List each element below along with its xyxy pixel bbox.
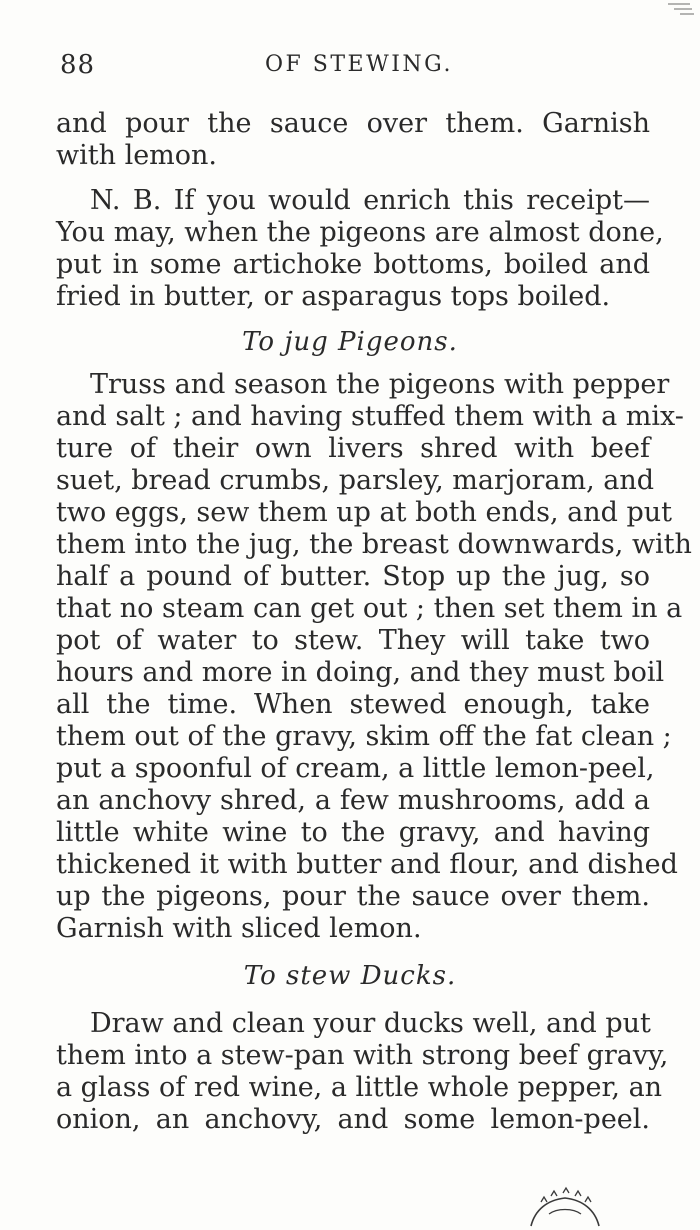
text-line: onion, an anchovy, and some lemon-peel. (56, 1104, 650, 1135)
text-line: two eggs, sew them up at both ends, and put (56, 497, 672, 528)
text-line: fried in butter, or asparagus tops boiled. (56, 281, 611, 312)
header-title: OF STEWING. (265, 52, 453, 77)
text-line: put in some artichoke bottoms, boiled and (56, 249, 650, 280)
paragraph-note (56, 185, 664, 313)
text-line: put a spoonful of cream, a little lemon-peel, (56, 753, 655, 784)
text-line: N. B. If you would enrich this receipt— (90, 185, 650, 216)
text-line: and salt ; and having stuffed them with a mix- (56, 401, 684, 432)
text-line: suet, bread crumbs, parsley, marjoram, and (56, 465, 655, 496)
paragraph-intro (56, 108, 650, 172)
text-line: an anchovy shred, a few mushrooms, add a (56, 785, 650, 816)
section-title-stew-ducks: To stew Ducks. (243, 961, 457, 991)
section-title-jug-pigeons: To jug Pigeons. (242, 327, 458, 357)
text-line: little white wine to the gravy, and having (56, 817, 650, 848)
text-line: a glass of red wine, a little whole pepper, an (56, 1072, 663, 1103)
text-line: hours and more in doing, and they must boil (56, 657, 665, 688)
text-line: You may, when the pigeons are almost done, (56, 217, 664, 248)
text-line: with lemon. (56, 140, 218, 171)
text-line: that no steam can get out ; then set them in a (56, 593, 683, 624)
text-line: all the time. When stewed enough, take (56, 689, 650, 720)
text-line: Garnish with sliced lemon. (56, 913, 422, 944)
text-line: half a pound of butter. Stop up the jug, so (56, 561, 650, 592)
paragraph-jug-pigeons (56, 369, 692, 945)
text-line: ture of their own livers shred with beef (56, 433, 650, 464)
running-head (60, 50, 660, 86)
printers-ornament-icon (527, 1180, 603, 1228)
text-line: them into the jug, the breast downwards, with (56, 529, 692, 560)
text-line: them into a stew-pan with strong beef gravy, (56, 1040, 669, 1071)
page-number: 88 (60, 50, 96, 80)
text-line: Draw and clean your ducks well, and put (90, 1008, 651, 1039)
text-line: up the pigeons, pour the sauce over them. (56, 881, 650, 912)
text-line: thickened it with butter and flour, and dished (56, 849, 678, 880)
text-line: and pour the sauce over them. Garnish (56, 108, 650, 139)
paragraph-stew-ducks (56, 1008, 669, 1136)
text-line: Truss and season the pigeons with pepper (90, 369, 670, 400)
text-line: pot of water to stew. They will take two (56, 625, 650, 656)
text-line: them out of the gravy, skim off the fat clean ; (56, 721, 672, 752)
corner-mark-icon (666, 0, 696, 16)
